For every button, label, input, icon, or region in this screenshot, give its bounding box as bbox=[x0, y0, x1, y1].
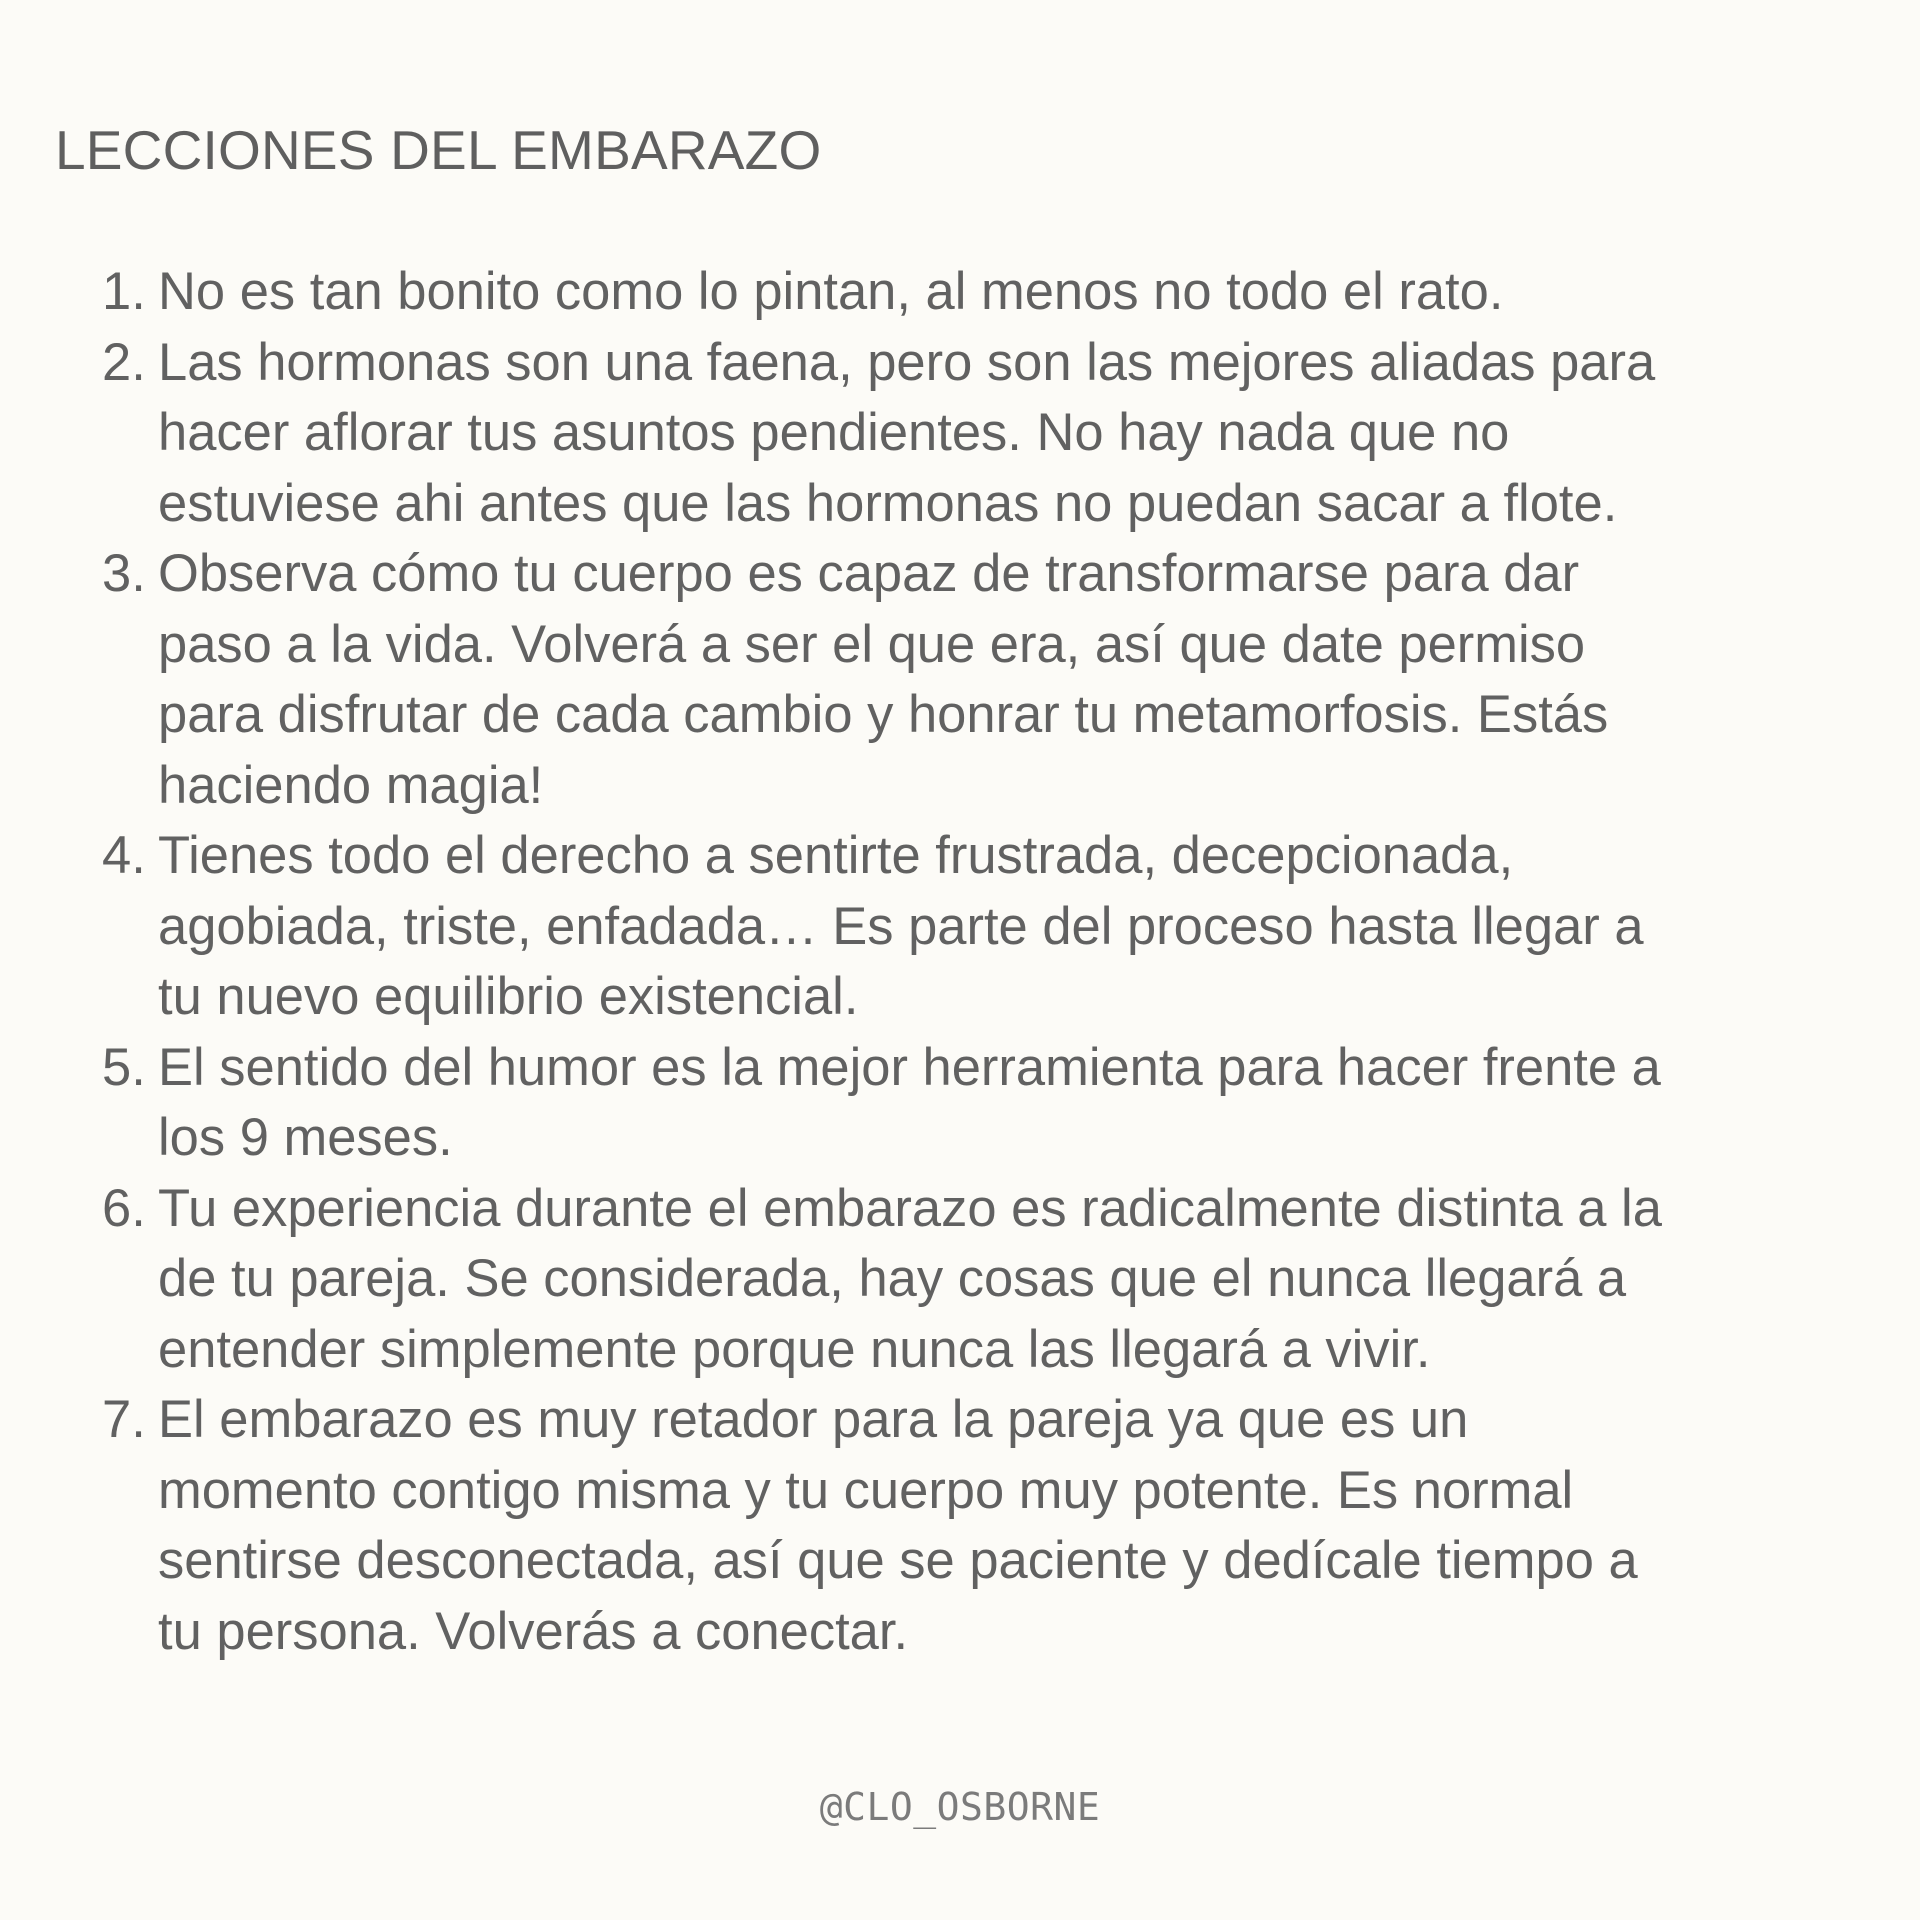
lessons-list bbox=[0, 257, 1920, 1667]
list-item bbox=[0, 1385, 1920, 1667]
list-item-number: 7. bbox=[102, 1390, 146, 1449]
list-item-text: No es tan bonito como lo pintan, al menos no todo el rato. bbox=[158, 262, 1504, 321]
list-item bbox=[0, 257, 1920, 328]
page-title: LECCIONES DEL EMBARAZO bbox=[55, 119, 822, 181]
list-item-text: Tu experiencia durante el embarazo es radicalmente distinta a la de tu pareja. Se considerada, hay cosas que el nunca llegará a entender simplemente porque nunca las llegará a vivir. bbox=[158, 1178, 1662, 1379]
list-item-text: Las hormonas son una faena, pero son las mejores aliadas para hacer aflorar tus asuntos pendientes. No hay nada que no estuviese ahi antes que las hormonas no puedan sacar a flote. bbox=[158, 332, 1656, 533]
list-item-number: 2. bbox=[102, 332, 146, 392]
list-item bbox=[0, 328, 1920, 540]
list-item-text: Observa cómo tu cuerpo es capaz de transformarse para dar paso a la vida. Volverá a ser el que era, así que date permiso para disfrutar de cada cambio y honrar tu metamorfosis. Estás haciendo magia! bbox=[158, 544, 1609, 815]
list-item-number: 1. bbox=[102, 262, 146, 321]
list-item bbox=[0, 1174, 1920, 1386]
list-item-text: Tienes todo el derecho a sentirte frustrada, decepcionada, agobiada, triste, enfadada… Es parte del proceso hasta llegar a tu nuevo equilibrio existencial. bbox=[158, 826, 1644, 1026]
list-item-text: El embarazo es muy retador para la pareja ya que es un momento contigo misma y tu cuerpo muy potente. Es normal sentirse desconectada, así que se paciente y dedícale tiempo a tu persona. Volverás a conectar. bbox=[158, 1390, 1638, 1661]
list-item-text: El sentido del humor es la mejor herramienta para hacer frente a los 9 meses. bbox=[158, 1037, 1661, 1167]
list-item-number: 3. bbox=[102, 544, 146, 603]
list-item bbox=[0, 539, 1920, 821]
list-item bbox=[0, 1033, 1920, 1174]
list-item-number: 4. bbox=[102, 826, 146, 885]
list-item-number: 6. bbox=[102, 1178, 146, 1238]
list-item bbox=[0, 821, 1920, 1033]
list-item-number: 5. bbox=[102, 1037, 146, 1097]
author-handle: @CLO_OSBORNE bbox=[819, 1785, 1101, 1829]
